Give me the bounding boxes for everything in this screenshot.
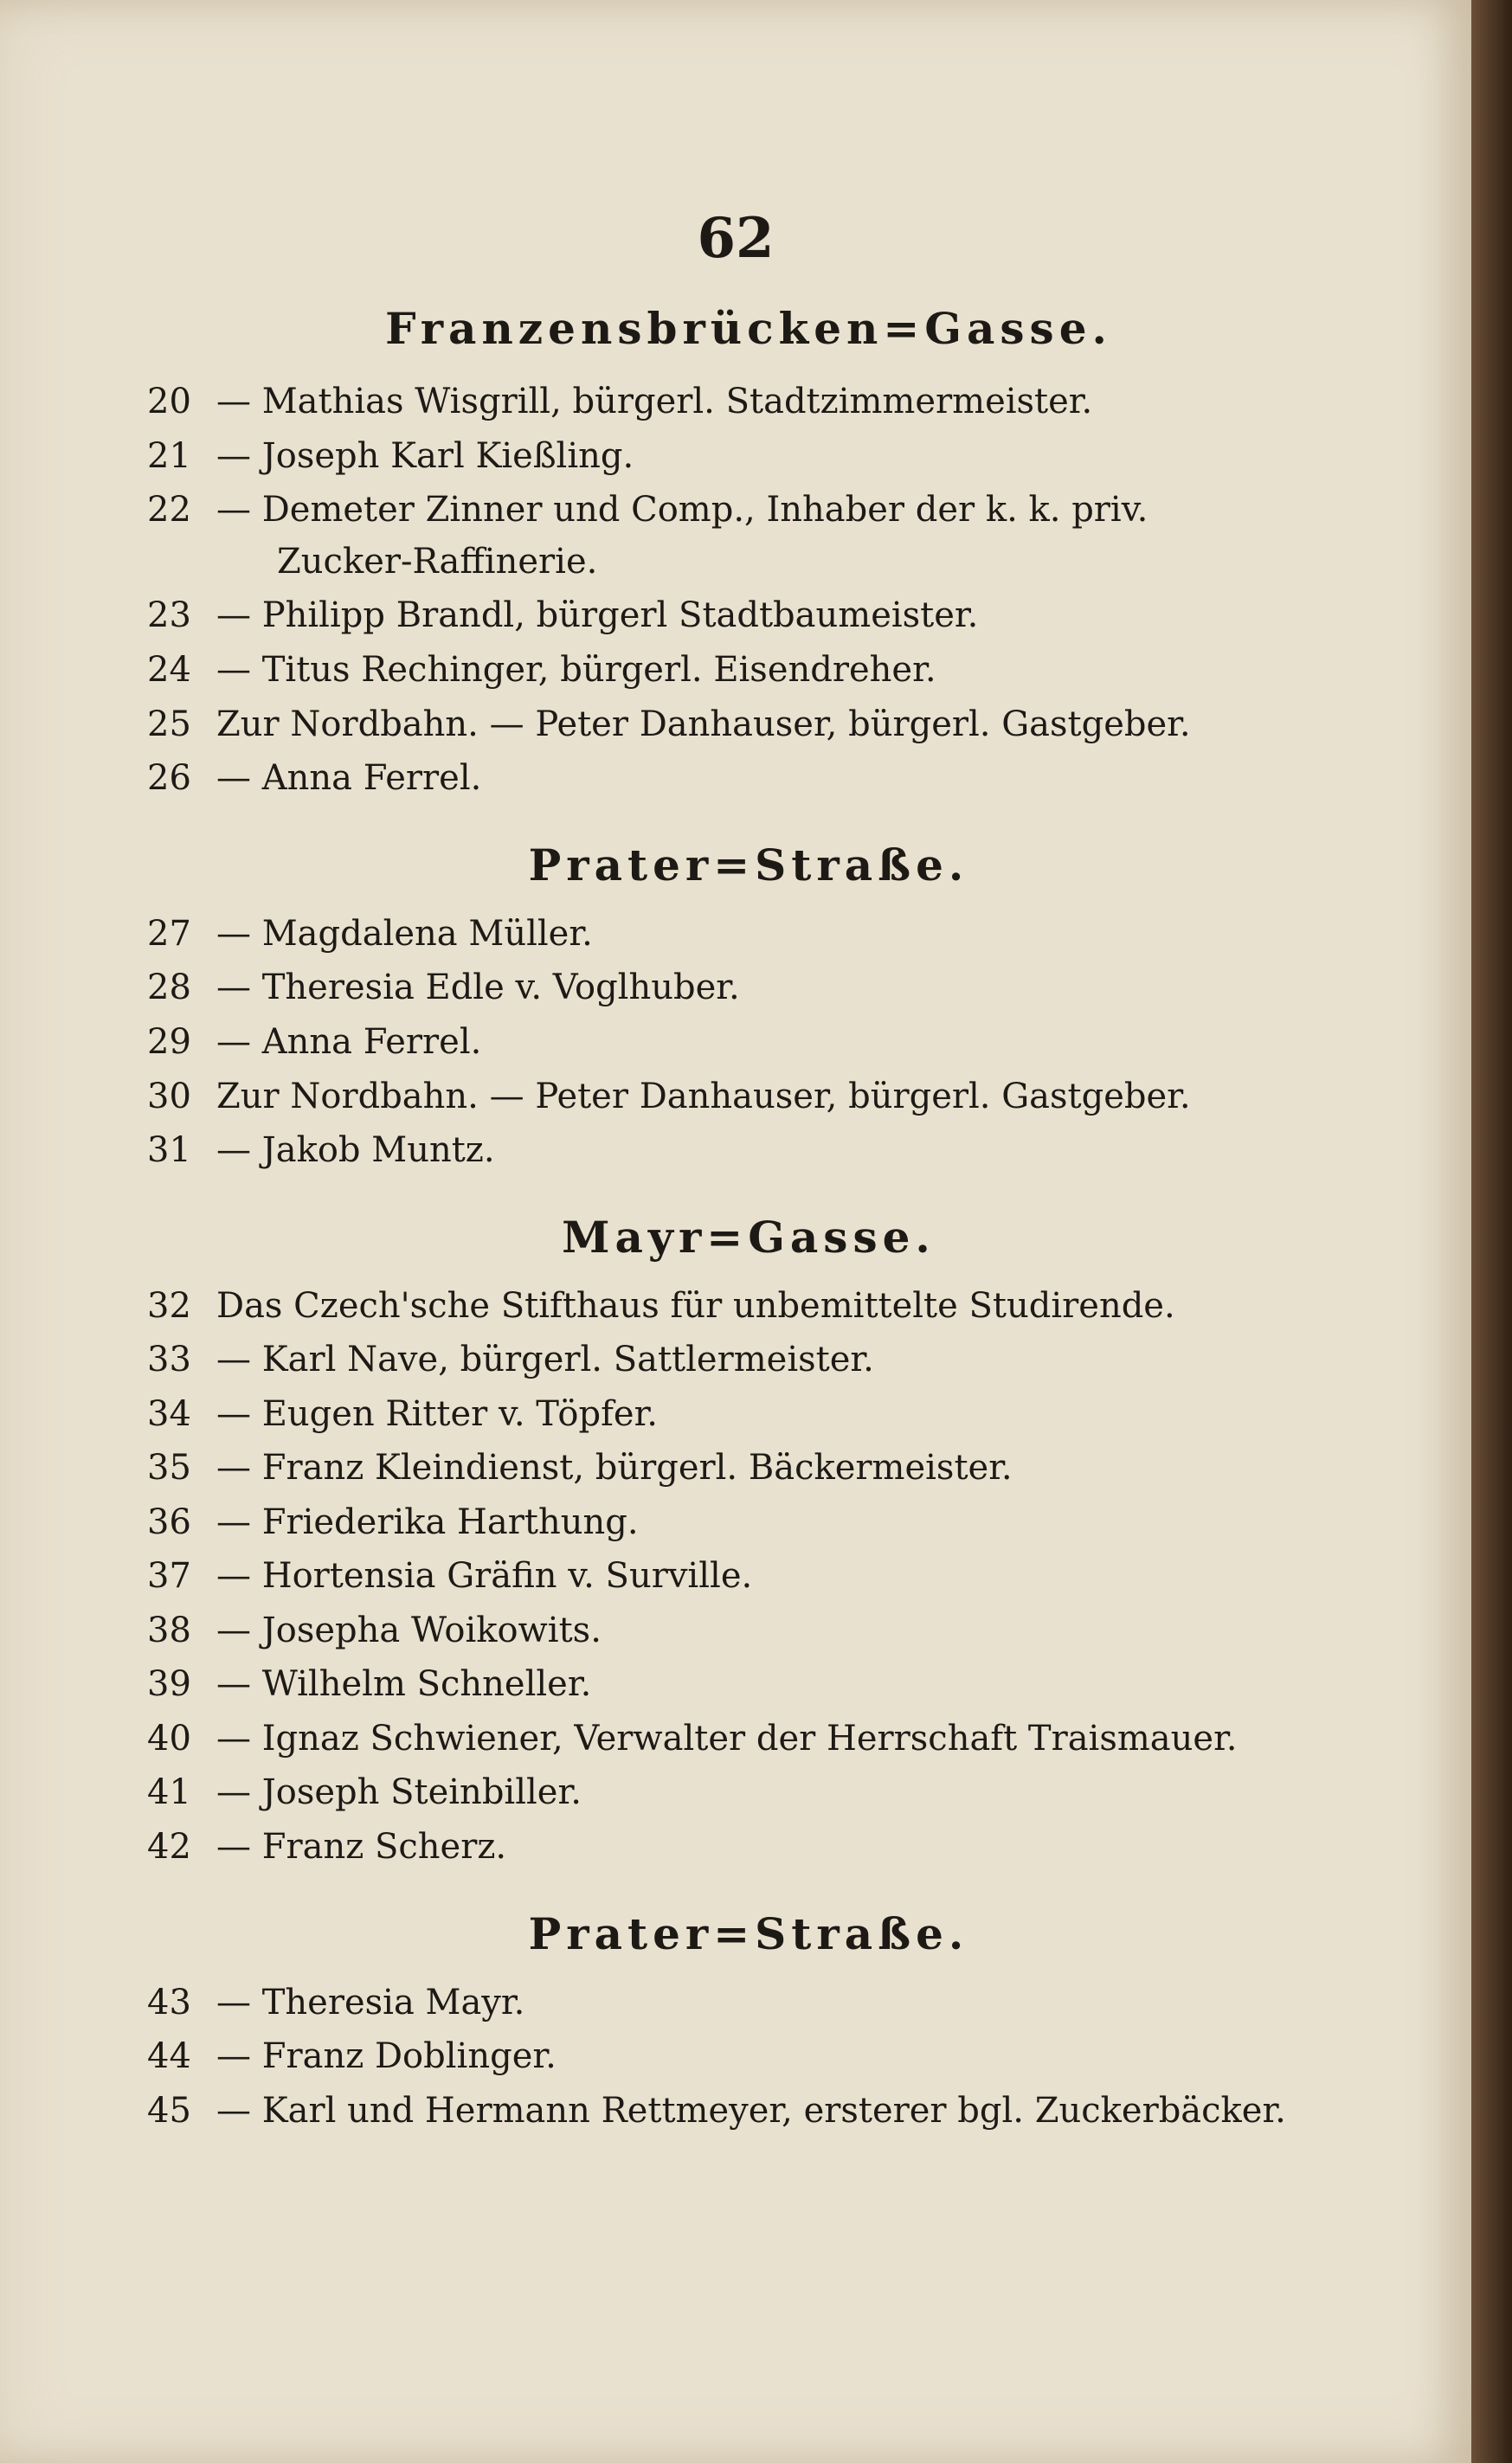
section-heading: Franzensbrücken=Gasse. — [385, 303, 1112, 354]
house-number: 29 — [147, 1022, 191, 1062]
house-number: 30 — [147, 1077, 191, 1116]
list-item — [147, 1502, 1402, 1543]
entry-text: — Franz Kleindienst, bürgerl. Bäckermeister. — [216, 1448, 1013, 1488]
house-number: 34 — [147, 1394, 191, 1434]
list-item — [147, 757, 1402, 799]
house-number: 22 — [147, 490, 191, 530]
house-number: 27 — [147, 914, 191, 954]
entry-text: — Demeter Zinner und Comp., Inhaber der k. k. priv. — [216, 490, 1148, 530]
entry-text: Das Czech'sche Stifthaus für unbemittelte Studirende. — [216, 1286, 1175, 1326]
entry-text: — Wilhelm Schneller. — [216, 1664, 592, 1704]
house-number: 33 — [147, 1340, 191, 1379]
entry-text: — Friederika Harthung. — [216, 1502, 639, 1542]
entry-text: — Theresia Mayr. — [216, 1983, 525, 2022]
entry-text: — Franz Doblinger. — [216, 2036, 557, 2076]
list-item — [147, 595, 1402, 636]
house-number: 41 — [147, 1772, 191, 1812]
entry-text: — Anna Ferrel. — [216, 1022, 482, 1062]
entry-text: — Anna Ferrel. — [216, 758, 482, 798]
entry-text: — Karl und Hermann Rettmeyer, ersterer bgl. Zuckerbäcker. — [216, 2091, 1286, 2131]
entry-text: Zur Nordbahn. — Peter Danhauser, bürgerl. Gastgeber. — [216, 1077, 1191, 1116]
house-number: 45 — [147, 2091, 191, 2131]
house-number: 32 — [147, 1286, 191, 1326]
house-number: 40 — [147, 1719, 191, 1759]
section-heading: Prater=Straße. — [528, 1908, 969, 1959]
list-item — [147, 967, 1402, 1008]
entry-text: Zucker-Raffinerie. — [277, 542, 598, 582]
book-gutter — [1471, 0, 1512, 2463]
list-item — [147, 1663, 1402, 1705]
house-number: 24 — [147, 650, 191, 690]
house-number: 39 — [147, 1664, 191, 1704]
house-number: 23 — [147, 595, 191, 635]
entry-text: — Mathias Wisgrill, bürgerl. Stadtzimmermeister. — [216, 382, 1093, 421]
entry-text: Zur Nordbahn. — Peter Danhauser, bürgerl. Gastgeber. — [216, 704, 1191, 744]
entry-text: — Jakob Muntz. — [216, 1130, 495, 1170]
entry-text: — Hortensia Gräfin v. Surville. — [216, 1556, 753, 1596]
house-number: 35 — [147, 1448, 191, 1488]
list-item — [147, 1285, 1402, 1327]
entry-text: — Ignaz Schwiener, Verwalter der Herrschaft Traismauer. — [216, 1719, 1238, 1759]
list-item — [147, 1393, 1402, 1435]
house-number: 20 — [147, 382, 191, 421]
house-number: 44 — [147, 2036, 191, 2076]
list-item — [147, 913, 1402, 955]
list-item — [147, 1610, 1402, 1651]
list-item — [147, 1447, 1402, 1489]
entry-text: — Joseph Karl Kießling. — [216, 436, 634, 476]
page-number: 62 — [697, 206, 775, 271]
list-item — [147, 1982, 1402, 2023]
entry-text: — Titus Rechinger, bürgerl. Eisendreher. — [216, 650, 936, 690]
list-item — [147, 1772, 1402, 1813]
entry-text: — Franz Scherz. — [216, 1827, 507, 1867]
list-item — [147, 1129, 1402, 1171]
list-item-continuation — [277, 541, 1402, 582]
entry-text: — Joseph Steinbiller. — [216, 1772, 582, 1812]
list-item — [147, 1555, 1402, 1597]
house-number: 42 — [147, 1827, 191, 1867]
list-item — [147, 1021, 1402, 1063]
house-number: 21 — [147, 436, 191, 476]
list-item — [147, 649, 1402, 691]
list-item — [147, 2035, 1402, 2077]
entry-text: — Josepha Woikowits. — [216, 1611, 602, 1650]
entry-text: — Eugen Ritter v. Töpfer. — [216, 1394, 659, 1434]
section-heading: Mayr=Gasse. — [562, 1212, 936, 1263]
house-number: 31 — [147, 1130, 191, 1170]
entry-text: — Karl Nave, bürgerl. Sattlermeister. — [216, 1340, 874, 1379]
list-item — [147, 1076, 1402, 1117]
list-item — [147, 381, 1402, 422]
list-item — [147, 1339, 1402, 1380]
entry-text: — Philipp Brandl, bürgerl Stadtbaumeister. — [216, 595, 979, 635]
list-item — [147, 704, 1402, 745]
house-number: 38 — [147, 1611, 191, 1650]
list-item — [147, 2090, 1402, 2132]
house-number: 25 — [147, 704, 191, 744]
list-item — [147, 1826, 1402, 1868]
entry-text: — Magdalena Müller. — [216, 914, 593, 954]
section-heading: Prater=Straße. — [528, 839, 969, 891]
entry-text: — Theresia Edle v. Voglhuber. — [216, 968, 740, 1007]
list-item — [147, 1718, 1402, 1759]
house-number: 28 — [147, 968, 191, 1007]
list-item — [147, 489, 1402, 531]
house-number: 43 — [147, 1983, 191, 2022]
house-number: 37 — [147, 1556, 191, 1596]
house-number: 26 — [147, 758, 191, 798]
list-item — [147, 435, 1402, 477]
house-number: 36 — [147, 1502, 191, 1542]
